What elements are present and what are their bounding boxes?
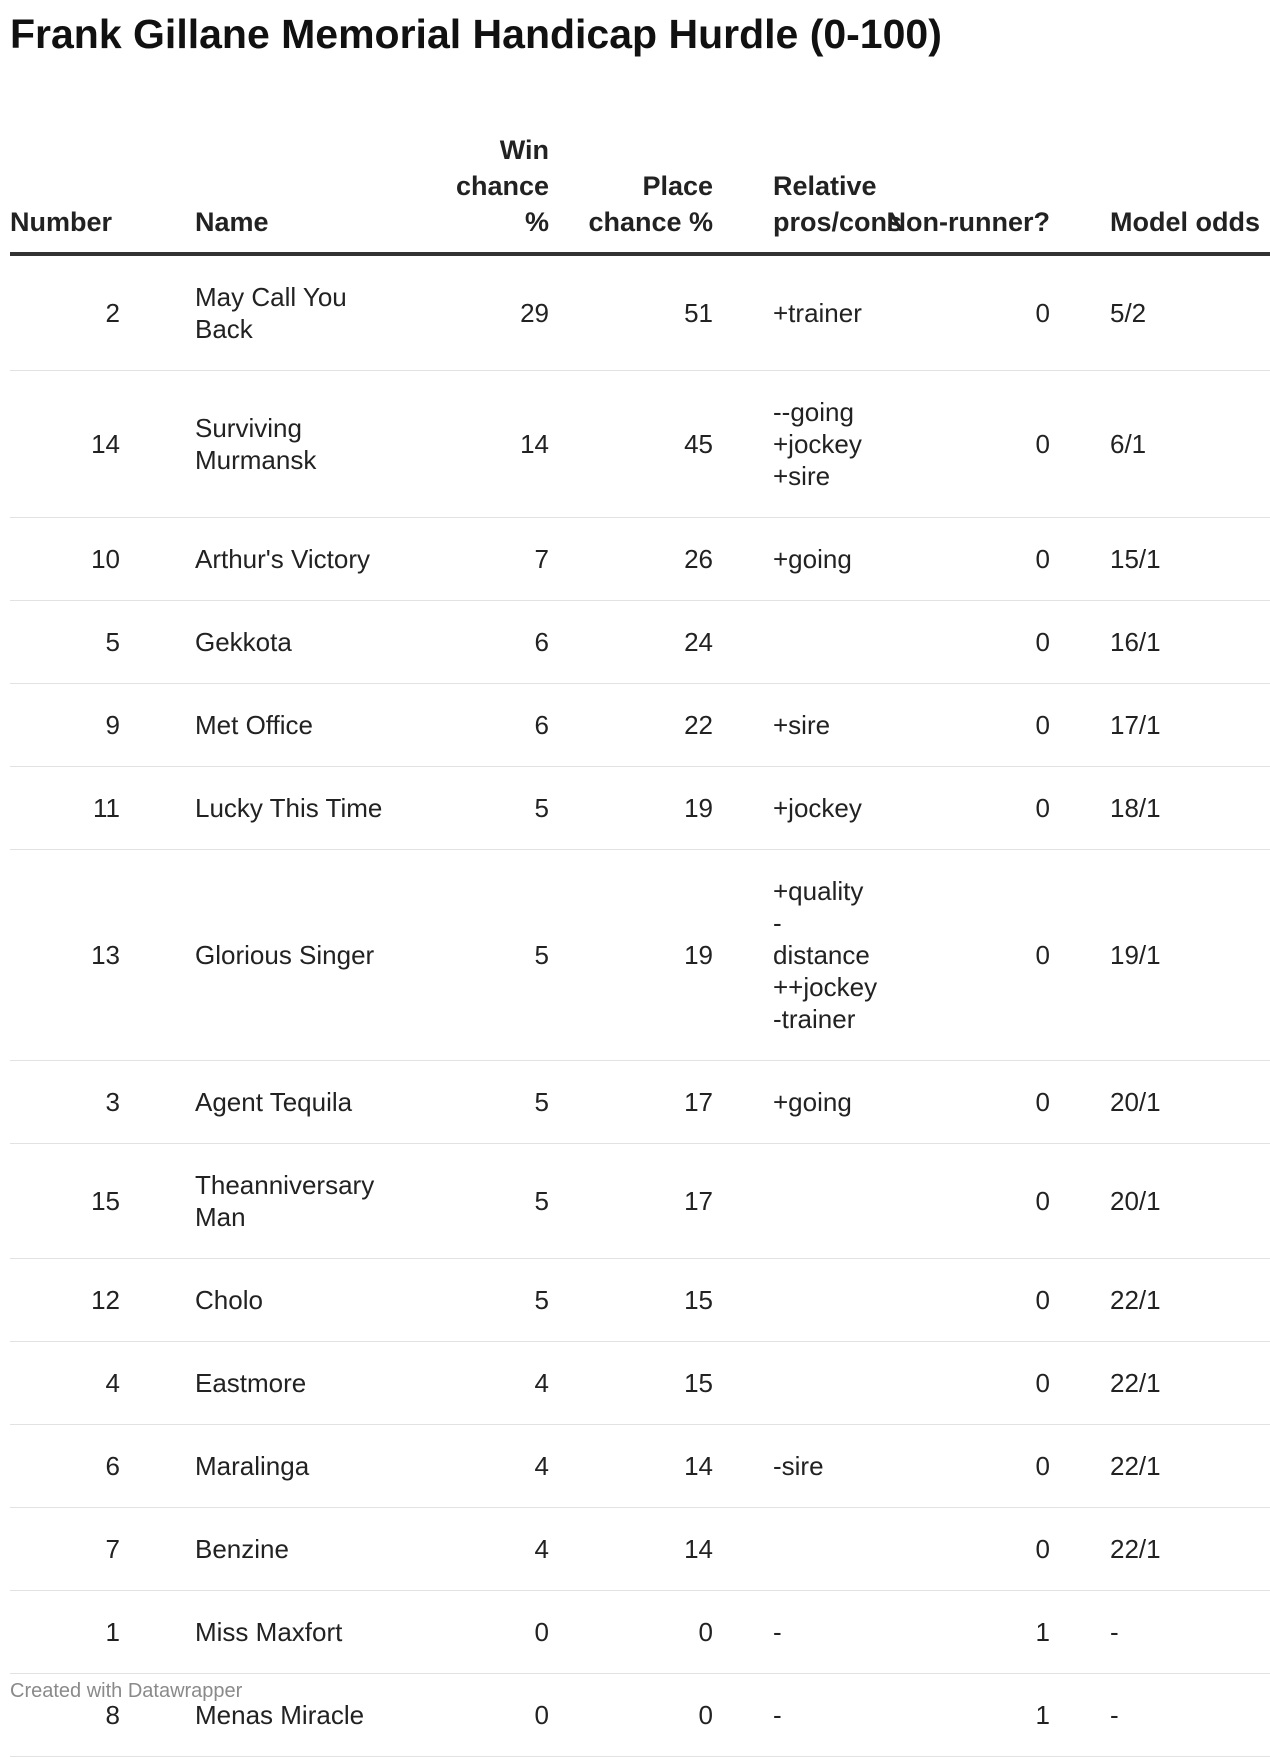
cell-pros-cons	[713, 1342, 877, 1425]
cell-place-chance: 14	[549, 1425, 713, 1508]
cell-non-runner: 0	[877, 767, 1050, 850]
cell-name: Agent Tequila	[185, 1061, 425, 1144]
cell-name: Lucky This Time	[185, 767, 425, 850]
cell-pros-cons	[713, 1144, 877, 1259]
cell-name: Benzine	[185, 1508, 425, 1591]
table-row	[10, 1508, 1270, 1591]
column-header-name[interactable]: Name	[185, 110, 425, 254]
cell-non-runner: 0	[877, 1425, 1050, 1508]
cell-pros-cons: -sire	[713, 1425, 877, 1508]
cell-non-runner: 0	[877, 518, 1050, 601]
cell-number: 12	[10, 1259, 185, 1342]
cell-non-runner: 0	[877, 684, 1050, 767]
cell-name: May Call You Back	[185, 254, 425, 371]
cell-pros-cons	[713, 1508, 877, 1591]
cell-win-chance: 4	[425, 1342, 549, 1425]
cell-model-odds: 22/1	[1050, 1508, 1270, 1591]
column-header-non-runner[interactable]: Non-runner?	[877, 110, 1050, 254]
cell-non-runner: 1	[877, 1591, 1050, 1674]
cell-number: 11	[10, 767, 185, 850]
cell-pros-cons: +quality -distance ++jockey -trainer	[713, 850, 877, 1061]
cell-place-chance: 0	[549, 1674, 713, 1757]
cell-win-chance: 29	[425, 254, 549, 371]
cell-name: Cholo	[185, 1259, 425, 1342]
table-row	[10, 1425, 1270, 1508]
cell-model-odds: 18/1	[1050, 767, 1270, 850]
cell-non-runner: 0	[877, 601, 1050, 684]
cell-number: 1	[10, 1591, 185, 1674]
table-row	[10, 1342, 1270, 1425]
cell-non-runner: 0	[877, 1342, 1050, 1425]
cell-model-odds: 20/1	[1050, 1061, 1270, 1144]
table-row	[10, 1259, 1270, 1342]
cell-win-chance: 0	[425, 1674, 549, 1757]
cell-number: 15	[10, 1144, 185, 1259]
cell-place-chance: 14	[549, 1508, 713, 1591]
cell-place-chance: 17	[549, 1144, 713, 1259]
cell-model-odds: -	[1050, 1674, 1270, 1757]
cell-win-chance: 5	[425, 767, 549, 850]
chart-title: Frank Gillane Memorial Handicap Hurdle (0-100)	[10, 11, 942, 57]
cell-pros-cons: +going	[713, 1061, 877, 1144]
cell-place-chance: 22	[549, 684, 713, 767]
cell-number: 6	[10, 1425, 185, 1508]
column-header-pros-cons[interactable]: Relative pros/cons	[713, 110, 877, 254]
cell-win-chance: 5	[425, 1144, 549, 1259]
footer-credit: Created with Datawrapper	[10, 1680, 243, 1702]
cell-pros-cons: -	[713, 1674, 877, 1757]
cell-number: 2	[10, 254, 185, 371]
table-row	[10, 371, 1270, 518]
cell-model-odds: 17/1	[1050, 684, 1270, 767]
cell-model-odds: 22/1	[1050, 1342, 1270, 1425]
column-header-place-chance[interactable]: Place chance %	[549, 110, 713, 254]
cell-name: Glorious Singer	[185, 850, 425, 1061]
cell-number: 14	[10, 371, 185, 518]
cell-model-odds: 22/1	[1050, 1259, 1270, 1342]
cell-number: 3	[10, 1061, 185, 1144]
table-row	[10, 1061, 1270, 1144]
cell-non-runner: 0	[877, 1259, 1050, 1342]
cell-number: 7	[10, 1508, 185, 1591]
table-row	[10, 1144, 1270, 1259]
cell-non-runner: 0	[877, 254, 1050, 371]
cell-place-chance: 17	[549, 1061, 713, 1144]
cell-non-runner: 0	[877, 1061, 1050, 1144]
cell-win-chance: 0	[425, 1591, 549, 1674]
column-header-model-odds[interactable]: Model odds	[1050, 110, 1270, 254]
header-row	[10, 110, 1270, 254]
table-row	[10, 254, 1270, 371]
cell-win-chance: 5	[425, 1061, 549, 1144]
cell-name: Miss Maxfort	[185, 1591, 425, 1674]
cell-model-odds: -	[1050, 1591, 1270, 1674]
cell-win-chance: 6	[425, 684, 549, 767]
cell-non-runner: 0	[877, 1144, 1050, 1259]
cell-number: 8	[10, 1674, 185, 1757]
cell-name: Met Office	[185, 684, 425, 767]
cell-non-runner: 1	[877, 1674, 1050, 1757]
cell-win-chance: 4	[425, 1508, 549, 1591]
table-row	[10, 684, 1270, 767]
table-body	[10, 254, 1270, 1757]
table-row	[10, 1591, 1270, 1674]
cell-number: 4	[10, 1342, 185, 1425]
cell-non-runner: 0	[877, 371, 1050, 518]
cell-model-odds: 22/1	[1050, 1425, 1270, 1508]
cell-place-chance: 19	[549, 767, 713, 850]
cell-win-chance: 14	[425, 371, 549, 518]
cell-win-chance: 4	[425, 1425, 549, 1508]
cell-model-odds: 5/2	[1050, 254, 1270, 371]
cell-place-chance: 15	[549, 1259, 713, 1342]
cell-pros-cons	[713, 1259, 877, 1342]
cell-win-chance: 5	[425, 1259, 549, 1342]
cell-place-chance: 26	[549, 518, 713, 601]
table-row	[10, 601, 1270, 684]
cell-name: Maralinga	[185, 1425, 425, 1508]
cell-pros-cons: --going +jockey +sire	[713, 371, 877, 518]
cell-place-chance: 19	[549, 850, 713, 1061]
cell-place-chance: 51	[549, 254, 713, 371]
cell-name: Theanniversary Man	[185, 1144, 425, 1259]
cell-place-chance: 24	[549, 601, 713, 684]
cell-number: 10	[10, 518, 185, 601]
cell-name: Arthur's Victory	[185, 518, 425, 601]
data-table	[10, 110, 1270, 1757]
cell-pros-cons	[713, 601, 877, 684]
cell-pros-cons: +going	[713, 518, 877, 601]
cell-non-runner: 0	[877, 850, 1050, 1061]
cell-number: 13	[10, 850, 185, 1061]
cell-model-odds: 15/1	[1050, 518, 1270, 601]
column-header-number[interactable]: Number	[10, 110, 185, 254]
cell-pros-cons: -	[713, 1591, 877, 1674]
cell-place-chance: 45	[549, 371, 713, 518]
cell-model-odds: 6/1	[1050, 371, 1270, 518]
cell-number: 5	[10, 601, 185, 684]
cell-pros-cons: +jockey	[713, 767, 877, 850]
cell-number: 9	[10, 684, 185, 767]
column-header-win-chance[interactable]: Win chance %	[425, 110, 549, 254]
cell-non-runner: 0	[877, 1508, 1050, 1591]
cell-name: Surviving Murmansk	[185, 371, 425, 518]
cell-place-chance: 0	[549, 1591, 713, 1674]
cell-name: Menas Miracle	[185, 1674, 425, 1757]
cell-name: Eastmore	[185, 1342, 425, 1425]
table-row	[10, 850, 1270, 1061]
cell-pros-cons: +trainer	[713, 254, 877, 371]
cell-pros-cons: +sire	[713, 684, 877, 767]
cell-model-odds: 16/1	[1050, 601, 1270, 684]
cell-model-odds: 20/1	[1050, 1144, 1270, 1259]
cell-win-chance: 6	[425, 601, 549, 684]
cell-name: Gekkota	[185, 601, 425, 684]
cell-model-odds: 19/1	[1050, 850, 1270, 1061]
cell-win-chance: 7	[425, 518, 549, 601]
cell-win-chance: 5	[425, 850, 549, 1061]
table-row	[10, 518, 1270, 601]
cell-place-chance: 15	[549, 1342, 713, 1425]
table-row	[10, 767, 1270, 850]
